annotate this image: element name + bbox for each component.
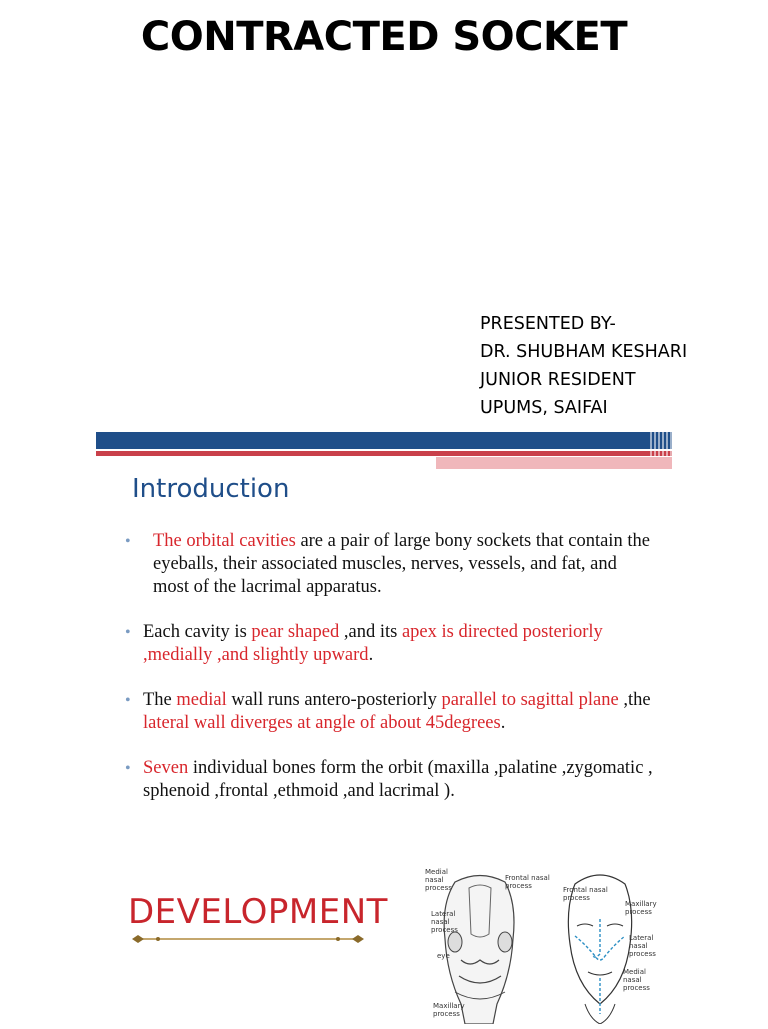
page-title: CONTRACTED SOCKET bbox=[140, 14, 628, 60]
introduction-heading: Introduction bbox=[132, 474, 290, 504]
banner-stripes bbox=[650, 432, 672, 456]
bullet-item bbox=[125, 621, 655, 667]
label-frontal-nasal-right: Frontal nasal process bbox=[563, 886, 608, 902]
bullet-text-highlight: Seven bbox=[143, 758, 189, 778]
bullet-text: Each cavity is bbox=[143, 622, 252, 642]
bullet-text: . bbox=[368, 645, 374, 665]
bullet-dot-icon: • bbox=[125, 533, 131, 550]
embryo-face-figure bbox=[425, 864, 685, 1024]
label-medial-nasal-right: Medial nasal process bbox=[623, 968, 650, 992]
label-medial-nasal: Medial nasal process bbox=[425, 868, 452, 892]
bullet-text: . bbox=[500, 713, 506, 733]
presenter-block bbox=[480, 310, 687, 422]
label-lateral-nasal-right: Lateral nasal process bbox=[629, 934, 656, 958]
banner-red-band bbox=[96, 451, 672, 456]
bullet-dot-icon: • bbox=[125, 760, 131, 777]
presenter-line: UPUMS, SAIFAI bbox=[480, 398, 608, 418]
label-eye: eye bbox=[437, 952, 450, 960]
bullet-text-highlight: pear shaped bbox=[251, 622, 340, 642]
label-maxillary-right: Maxillary process bbox=[625, 900, 657, 916]
presenter-line: JUNIOR RESIDENT bbox=[480, 370, 636, 390]
bullet-item bbox=[125, 530, 655, 599]
slide-banner bbox=[96, 432, 672, 472]
bullet-text: ,the bbox=[618, 690, 651, 710]
bullet-text-highlight: The orbital cavities bbox=[153, 531, 296, 551]
banner-blue-band bbox=[96, 432, 672, 449]
bullet-item bbox=[125, 689, 655, 735]
label-lateral-nasal-left: Lateral nasal process bbox=[431, 910, 458, 934]
presenter-line: PRESENTED BY- bbox=[480, 314, 616, 334]
bullet-text: are a pair of large bony sockets that contain the eyeballs, their associated muscles, nerves, vessels, and fat, and most of the lacrimal apparatus. bbox=[153, 531, 650, 597]
bullet-text-highlight: apex is directed posteriorly ,medially ,and slightly upward bbox=[143, 622, 603, 665]
development-heading: DEVELOPMENT bbox=[128, 892, 388, 932]
bullet-text: individual bones form the orbit (maxilla ,palatine ,zygomatic , sphenoid ,frontal ,ethmoid ,and lacrimal ). bbox=[143, 758, 653, 801]
bullet-dot-icon: • bbox=[125, 624, 131, 641]
bullet-text: The bbox=[143, 690, 177, 710]
ornament-divider-icon bbox=[130, 932, 366, 946]
banner-pink-band bbox=[436, 457, 672, 469]
bullet-text-highlight: lateral wall diverges at angle of about 45degrees bbox=[143, 713, 501, 733]
bullet-item bbox=[125, 757, 655, 803]
presenter-line: DR. SHUBHAM KESHARI bbox=[480, 342, 688, 362]
bullet-text-highlight: parallel to sagittal plane bbox=[441, 690, 619, 710]
bullet-text-highlight: medial bbox=[176, 690, 227, 710]
label-frontal-nasal-left: Frontal nasal process bbox=[505, 874, 550, 890]
label-maxillary-left: Maxillary process bbox=[433, 1002, 465, 1018]
introduction-bullets bbox=[125, 530, 655, 825]
bullet-dot-icon: • bbox=[125, 692, 131, 709]
bullet-text: ,and its bbox=[339, 622, 402, 642]
bullet-text: wall runs antero-posteriorly bbox=[226, 690, 442, 710]
